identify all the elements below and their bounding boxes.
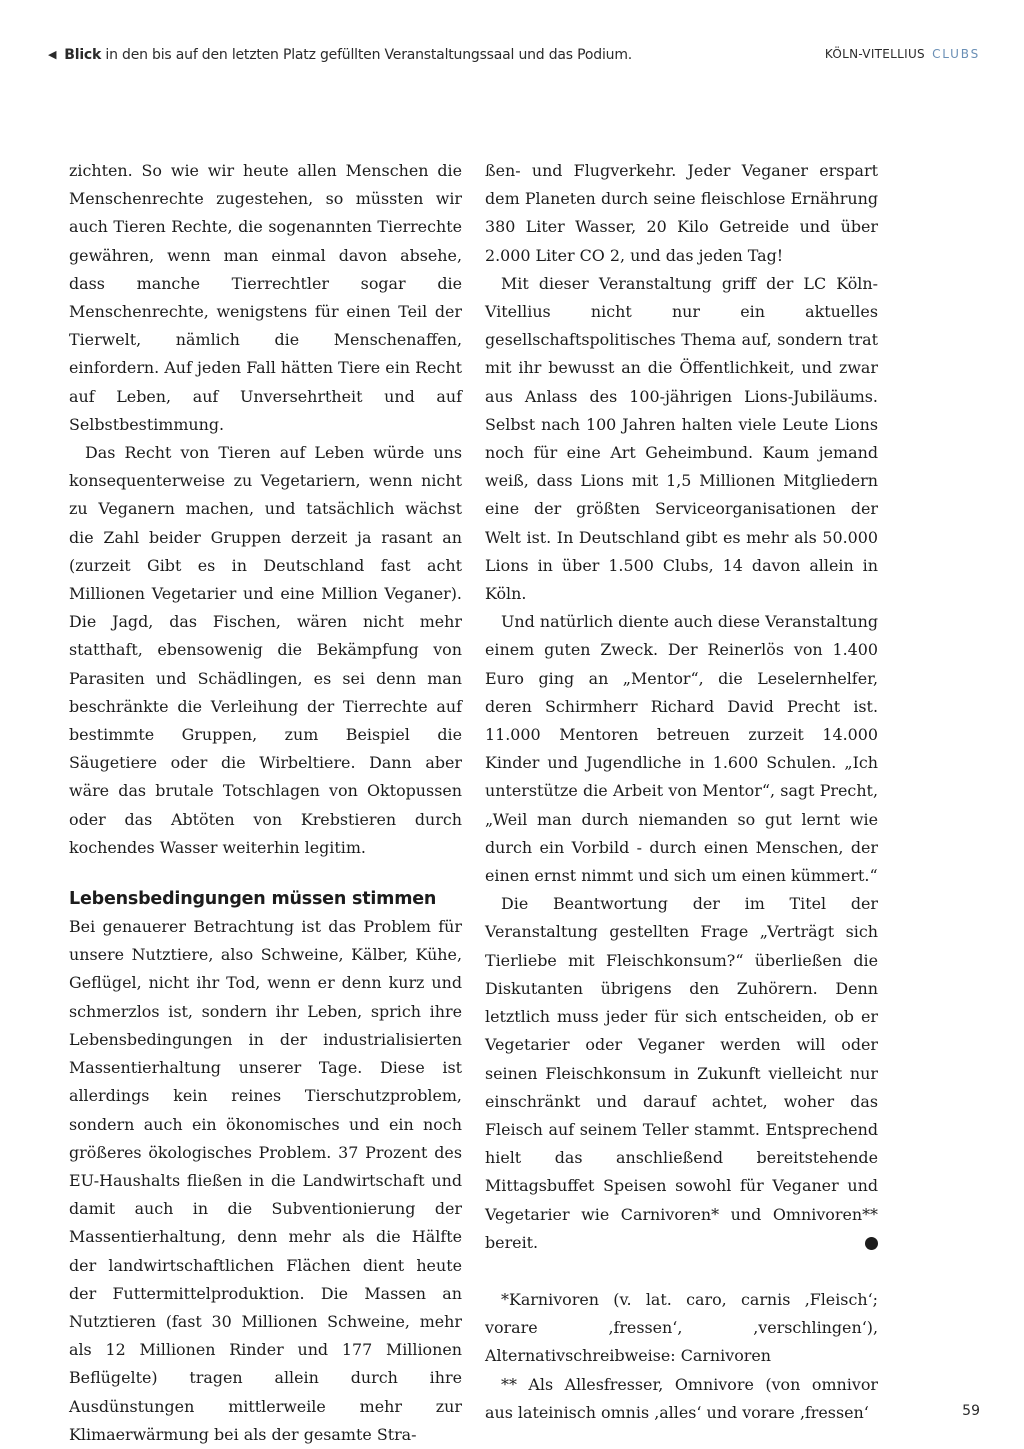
right-column [485,157,887,1427]
paragraph: Mit dieser Veranstaltung griff der LC Köln-Vitellius nicht nur ein aktuelles gesellschaftspolitisches Thema auf, sondern trat mit ihr bewusst an die Öffentlichkeit, und zwar aus Anlass des 100-jährigen Lions-Jubiläums. Selbst nach 100 Jahren halten viele Leute Lions noch für eine Art Geheimbund. Kaum jemand weiß, dass Lions mit 1,5 Millionen Mitgliedern eine der größten Serviceorganisationen der Welt ist. In Deutschland gibt es mehr als 50.000 Lions in über 1.500 Clubs, 14 davon allein in Köln. [485,273,878,604]
paragraph: Das Recht von Tieren auf Leben würde uns konsequenterweise zu Vegetariern, wenn nicht zu Veganern machen, und tatsächlich wächst die Zahl beider Gruppen derzeit ja rasant an (zurzeit Gibt es in Deutschland fast acht Millionen Vegetarier und eine Million Veganer). Die Jagd, das Fischen, wären nicht mehr statthaft, ebensowenig die Bekämpfung von Parasiten und Schädlingen, es sei denn man beschränkte die Verleihung der Tierrechte auf bestimmte Gruppen, zum Beispiel die Säugetiere oder die Wirbeltiere. Dann aber wäre das brutale Totschlagen von Oktopussen oder das Abtöten von Krebstieren durch kochendes Wasser weiterhin legitim. [69,443,462,857]
paragraph-last [485,890,887,1257]
paragraph: zichten. So wie wir heute allen Menschen die Menschenrechte zugestehen, so müssten wir auch Tieren Rechte, die sogenannten Tierrechte gewähren, wenn man einmal davon absehe, dass manche Tierrechtler sogar die Menschenrechte, wenigstens für einen Teil der Tierwelt, nämlich die Menschenaffen, einfordern. Auf jeden Fall hätten Tiere ein Recht auf Leben, auf Unversehrtheit und auf Selbstbestimmung. [69,161,462,434]
paragraph-text: Die Beantwortung der im Titel der Veranstaltung gestellten Frage „Verträgt sich Tierliebe mit Fleischkonsum?“ überließen die Diskutanten übrigens den Zuhörern. Denn letztlich muss jeder für sich entscheiden, ob er Vegetarier oder Veganer werden will oder seinen Fleischkonsum in Zukunft vielleicht nur einschränkt und darauf achtet, woher das Fleisch auf seinem Teller stammt. Entsprechend hielt das anschließend bereitstehende Mittagsbuffet Speisen sowohl für Veganer und Vegetarier wie Carnivoren* und Omnivoren** bereit. [485,894,878,1252]
footnotes [485,1286,878,1427]
running-header [825,47,980,61]
section-name: CLUBS [932,47,980,61]
lions-end-mark-icon: L [865,1237,878,1250]
publication-name: KÖLN-VITELLIUS [824,47,925,61]
paragraph: Und natürlich diente auch diese Veranstaltung einem guten Zweck. Der Reinerlös von 1.400 Euro ging an „Mentor“, die Leselernhelfer, deren Schirmherr Richard David Precht ist. 11.000 Mentoren betreuen zurzeit 14.000 Kinder und Jugendliche in 1.600 Schulen. „Ich unterstütze die Arbeit von Mentor“, sagt Precht, „Weil man durch niemanden so gut lernt wie durch ein Vorbild - durch einen Menschen, der einen ernst nimmt und sich um einen kümmert.“ [485,612,878,886]
triangle-left-icon: ◀ [48,48,57,61]
footnote: *Karnivoren (v. lat. caro, carnis ‚Fleisch‘; vorare ‚fressen‘, ‚verschlingen‘), Alternativschreibweise: Carnivoren [485,1289,878,1366]
paragraph: Bei genauerer Betrachtung ist das Problem für unsere Nutztiere, also Schweine, Kälber, Kühe, Geflügel, nicht ihr Tod, wenn er denn kurz und schmerzlos ist, sondern ihr Leben, sprich ihre Lebensbedingungen in der industrialisierten Massentierhaltung unserer Tage. Diese ist allerdings kein reines Tierschutzproblem, sondern auch ein ökonomisches und ein noch größeres ökologisches Problem. 37 Prozent des EU-Haushalts fließen in die Landwirtschaft und damit auch in die Subventionierung der Massentierhaltung, denn mehr als die Hälfte der landwirtschaftlichen Flächen dient heute der Futtermittelproduktion. Die Massen an Nutztieren (fast 30 Millionen Schweine, mehr als 12 Millionen Rinder und 177 Millionen Beflügelte) tragen allein durch ihre Ausdünstungen mittlerweile mehr zur Klimaerwärmung bei als der gesamte Stra- [69,917,462,1444]
page-number: 59 [962,1403,980,1419]
caption-bold: Blick [64,47,102,63]
left-column [69,157,462,1449]
footnote: ** Als Allesfresser, Omnivore (von omnivor aus lateinisch omnis ‚alles‘ und vorare ‚fressen‘ [485,1374,878,1422]
section-heading: Lebensbedingungen müssen stimmen [69,889,437,910]
caption-text: in den bis auf den letzten Platz gefüllten Veranstaltungssaal und das Podium. [101,47,633,63]
paragraph: ßen- und Flugverkehr. Jeder Veganer erspart dem Planeten durch seine fleischlose Ernährung 380 Liter Wasser, 20 Kilo Getreide und über 2.000 Liter CO 2, und das jeden Tag! [485,161,878,265]
photo-caption [48,47,748,63]
